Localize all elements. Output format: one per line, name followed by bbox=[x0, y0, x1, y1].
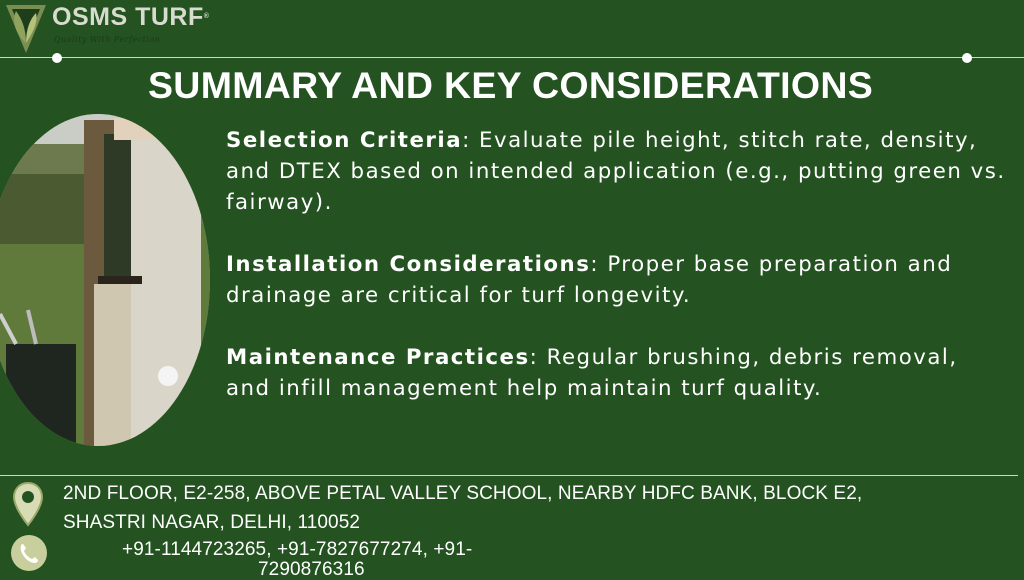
phones-line-1: +91-1144723265, +91-7827677274, +91- bbox=[122, 539, 473, 560]
footer-divider bbox=[0, 475, 1018, 476]
point-selection-criteria bbox=[226, 125, 1006, 218]
point-installation-considerations bbox=[226, 249, 1006, 311]
leaf-logo-icon bbox=[4, 3, 48, 55]
brand-name: OSMS TURF® bbox=[52, 3, 210, 31]
phones-line-2: 7290876316 bbox=[258, 559, 365, 580]
divider-dot-left bbox=[52, 53, 62, 63]
key-points bbox=[226, 125, 1006, 435]
point-maintenance-practices bbox=[226, 342, 1006, 404]
phone-icon bbox=[10, 534, 48, 572]
brand-tagline: Quality With Perfection bbox=[54, 35, 161, 44]
brand-logo bbox=[4, 3, 209, 55]
map-pin-icon bbox=[12, 481, 44, 527]
address-line-2: SHASTRI NAGAR, DELHI, 110052 bbox=[63, 512, 361, 533]
top-divider bbox=[0, 57, 1024, 58]
point-heading: Maintenance Practices bbox=[226, 345, 530, 370]
page-title: SUMMARY AND KEY CONSIDERATIONS bbox=[148, 64, 874, 106]
point-heading: Installation Considerations bbox=[226, 252, 591, 277]
point-text: : Evaluate pile height, stitch rate, density, and DTEX based on intended application (e.g., putting green vs. fairway). bbox=[226, 128, 1006, 215]
golfers-photo bbox=[0, 114, 210, 446]
point-heading: Selection Criteria bbox=[226, 128, 463, 153]
phone-numbers bbox=[122, 540, 542, 580]
point-text: : Proper base preparation and drainage are critical for turf longevity. bbox=[226, 252, 953, 308]
point-text: : Regular brushing, debris removal, and infill management help maintain turf quality. bbox=[226, 345, 958, 401]
address bbox=[63, 479, 1013, 537]
address-line-1: 2ND FLOOR, E2-258, ABOVE PETAL VALLEY SCHOOL, NEARBY HDFC BANK, BLOCK E2, bbox=[63, 483, 863, 504]
